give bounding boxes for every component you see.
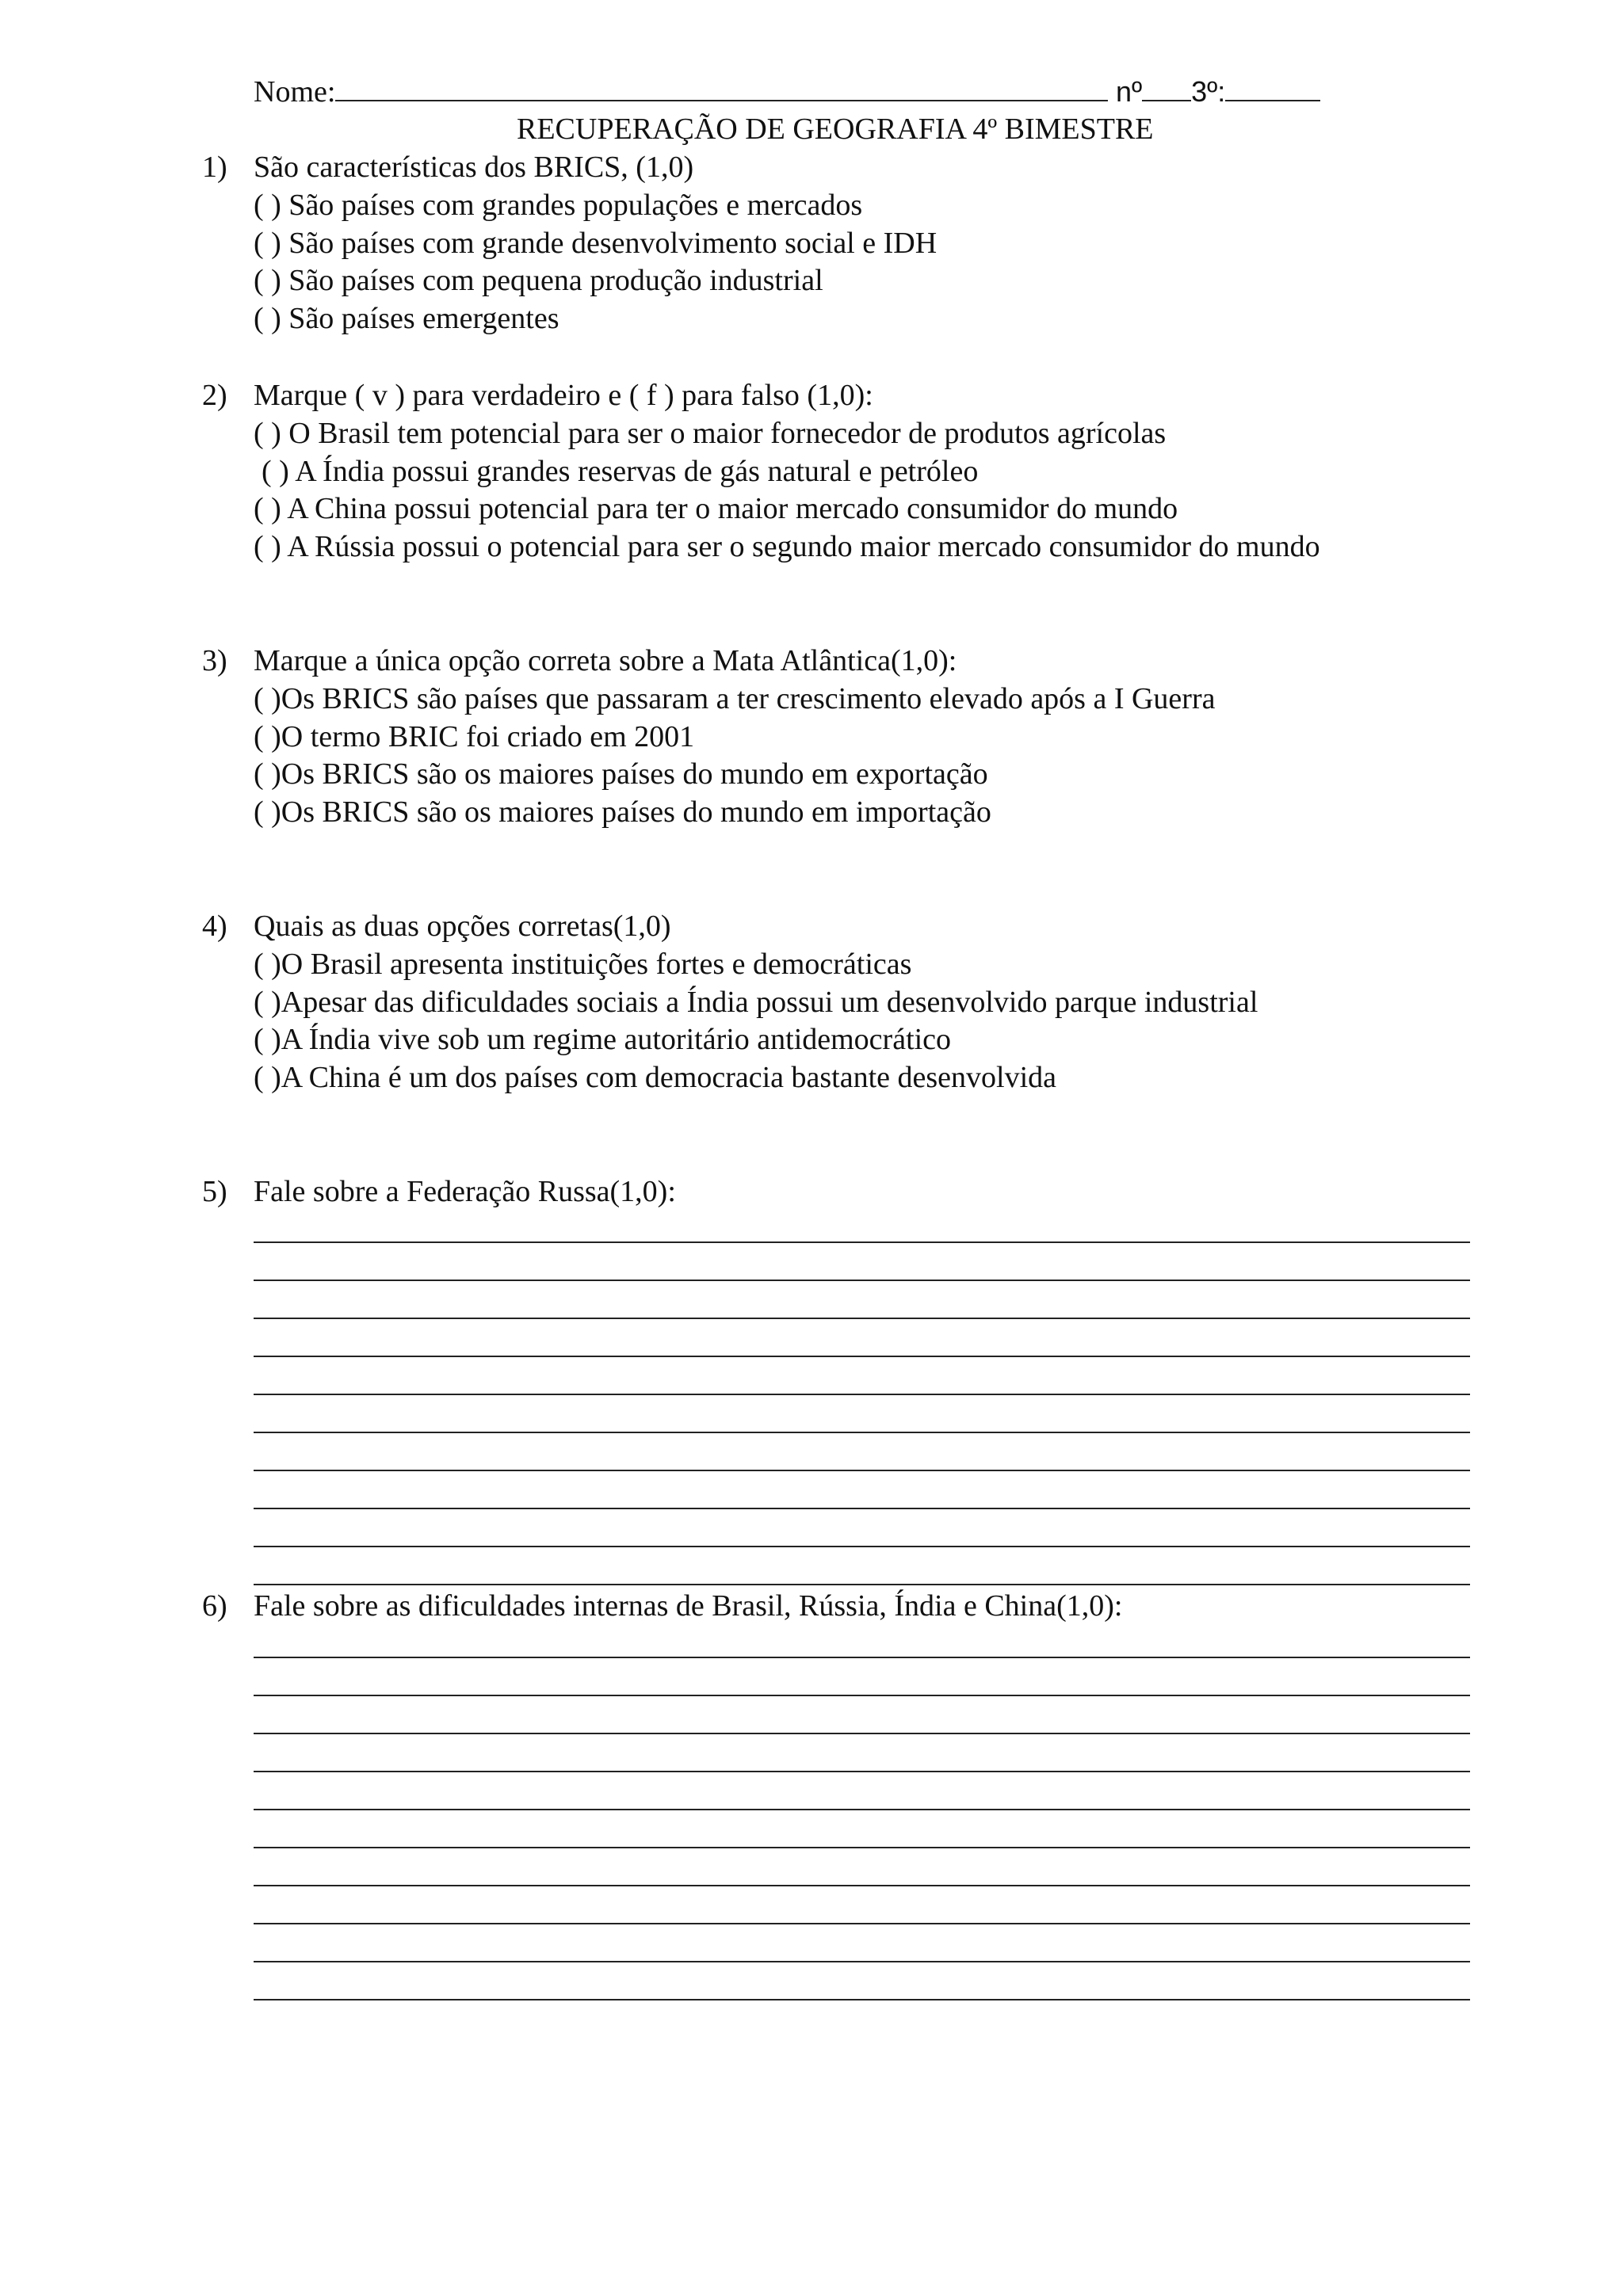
question-4-prompt: Quais as duas opções corretas(1,0) — [254, 910, 671, 943]
answer-line[interactable] — [254, 1923, 1470, 1924]
answer-line[interactable] — [254, 1695, 1470, 1696]
question-2-option-4[interactable]: ( ) A Rússia possui o potencial para ser o segundo maior mercado consumidor do mundo — [254, 530, 1320, 563]
question-2-option-1[interactable]: ( ) O Brasil tem potencial para ser o maior fornecedor de produtos agrícolas — [254, 417, 1167, 450]
question-1-option-2[interactable]: ( ) São países com grande desenvolvimento social e IDH — [254, 227, 938, 260]
answer-line[interactable] — [254, 1885, 1470, 1886]
question-6-prompt: Fale sobre as dificuldades internas de Brasil, Rússia, Índia e China(1,0): — [254, 1589, 1123, 1623]
number-label: nº — [1115, 75, 1143, 108]
answer-line[interactable] — [254, 1847, 1470, 1848]
question-4-option-1[interactable]: ( )O Brasil apresenta instituições fortes e democráticas — [254, 948, 912, 981]
question-1-option-3[interactable]: ( ) São países com pequena produção industrial — [254, 264, 823, 297]
answer-line[interactable] — [254, 1508, 1470, 1509]
question-3-option-2[interactable]: ( )O termo BRIC foi criado em 2001 — [254, 720, 695, 753]
answer-line[interactable] — [254, 1280, 1470, 1281]
question-5-number: 5) — [202, 1175, 227, 1208]
question-4-number: 4) — [202, 910, 227, 943]
answer-line[interactable] — [254, 1356, 1470, 1357]
page-title: RECUPERAÇÃO DE GEOGRAFIA 4º BIMESTRE — [517, 113, 1154, 146]
question-3-prompt: Marque a única opção correta sobre a Mata Atlântica(1,0): — [254, 644, 957, 677]
answer-line[interactable] — [254, 1733, 1470, 1734]
answer-line[interactable] — [254, 1961, 1470, 1962]
question-2-prompt: Marque ( v ) para verdadeiro e ( f ) para falso (1,0): — [254, 379, 873, 412]
class-label: 3º: — [1191, 75, 1226, 108]
answer-line[interactable] — [254, 1470, 1470, 1471]
header-line — [254, 76, 1320, 107]
answer-line[interactable] — [254, 1657, 1470, 1658]
question-3-option-1[interactable]: ( )Os BRICS são países que passaram a ter crescimento elevado após a I Guerra — [254, 682, 1216, 715]
answer-line[interactable] — [254, 1546, 1470, 1547]
answer-line[interactable] — [254, 1584, 1470, 1585]
name-blank[interactable] — [335, 76, 1108, 101]
name-label: Nome: — [254, 75, 336, 109]
question-1-option-1[interactable]: ( ) São países com grandes populações e mercados — [254, 189, 863, 222]
question-4-option-3[interactable]: ( )A Índia vive sob um regime autoritário antidemocrático — [254, 1023, 952, 1056]
question-2-option-3[interactable]: ( ) A China possui potencial para ter o maior mercado consumidor do mundo — [254, 492, 1178, 525]
answer-line[interactable] — [254, 1241, 1470, 1243]
answer-line[interactable] — [254, 1318, 1470, 1319]
class-blank[interactable] — [1225, 76, 1320, 101]
question-3-number: 3) — [202, 644, 227, 677]
question-4-option-2[interactable]: ( )Apesar das dificuldades sociais a Índia possui um desenvolvido parque industrial — [254, 986, 1258, 1019]
question-6-number: 6) — [202, 1589, 227, 1623]
answer-line[interactable] — [254, 1999, 1470, 2000]
question-1-option-4[interactable]: ( ) São países emergentes — [254, 302, 559, 335]
question-2-option-2[interactable]: ( ) A Índia possui grandes reservas de gás natural e petróleo — [262, 455, 979, 488]
question-4-option-4[interactable]: ( )A China é um dos países com democracia bastante desenvolvida — [254, 1061, 1057, 1094]
question-5-prompt: Fale sobre a Federação Russa(1,0): — [254, 1175, 676, 1208]
number-blank[interactable] — [1142, 76, 1191, 101]
question-1-number: 1) — [202, 151, 227, 184]
answer-line[interactable] — [254, 1394, 1470, 1395]
answer-line[interactable] — [254, 1432, 1470, 1433]
question-2-number: 2) — [202, 379, 227, 412]
question-1-prompt: São características dos BRICS, (1,0) — [254, 151, 694, 184]
question-3-option-4[interactable]: ( )Os BRICS são os maiores países do mundo em importação — [254, 795, 991, 829]
question-3-option-3[interactable]: ( )Os BRICS são os maiores países do mundo em exportação — [254, 757, 988, 791]
answer-line[interactable] — [254, 1809, 1470, 1810]
answer-line[interactable] — [254, 1771, 1470, 1772]
